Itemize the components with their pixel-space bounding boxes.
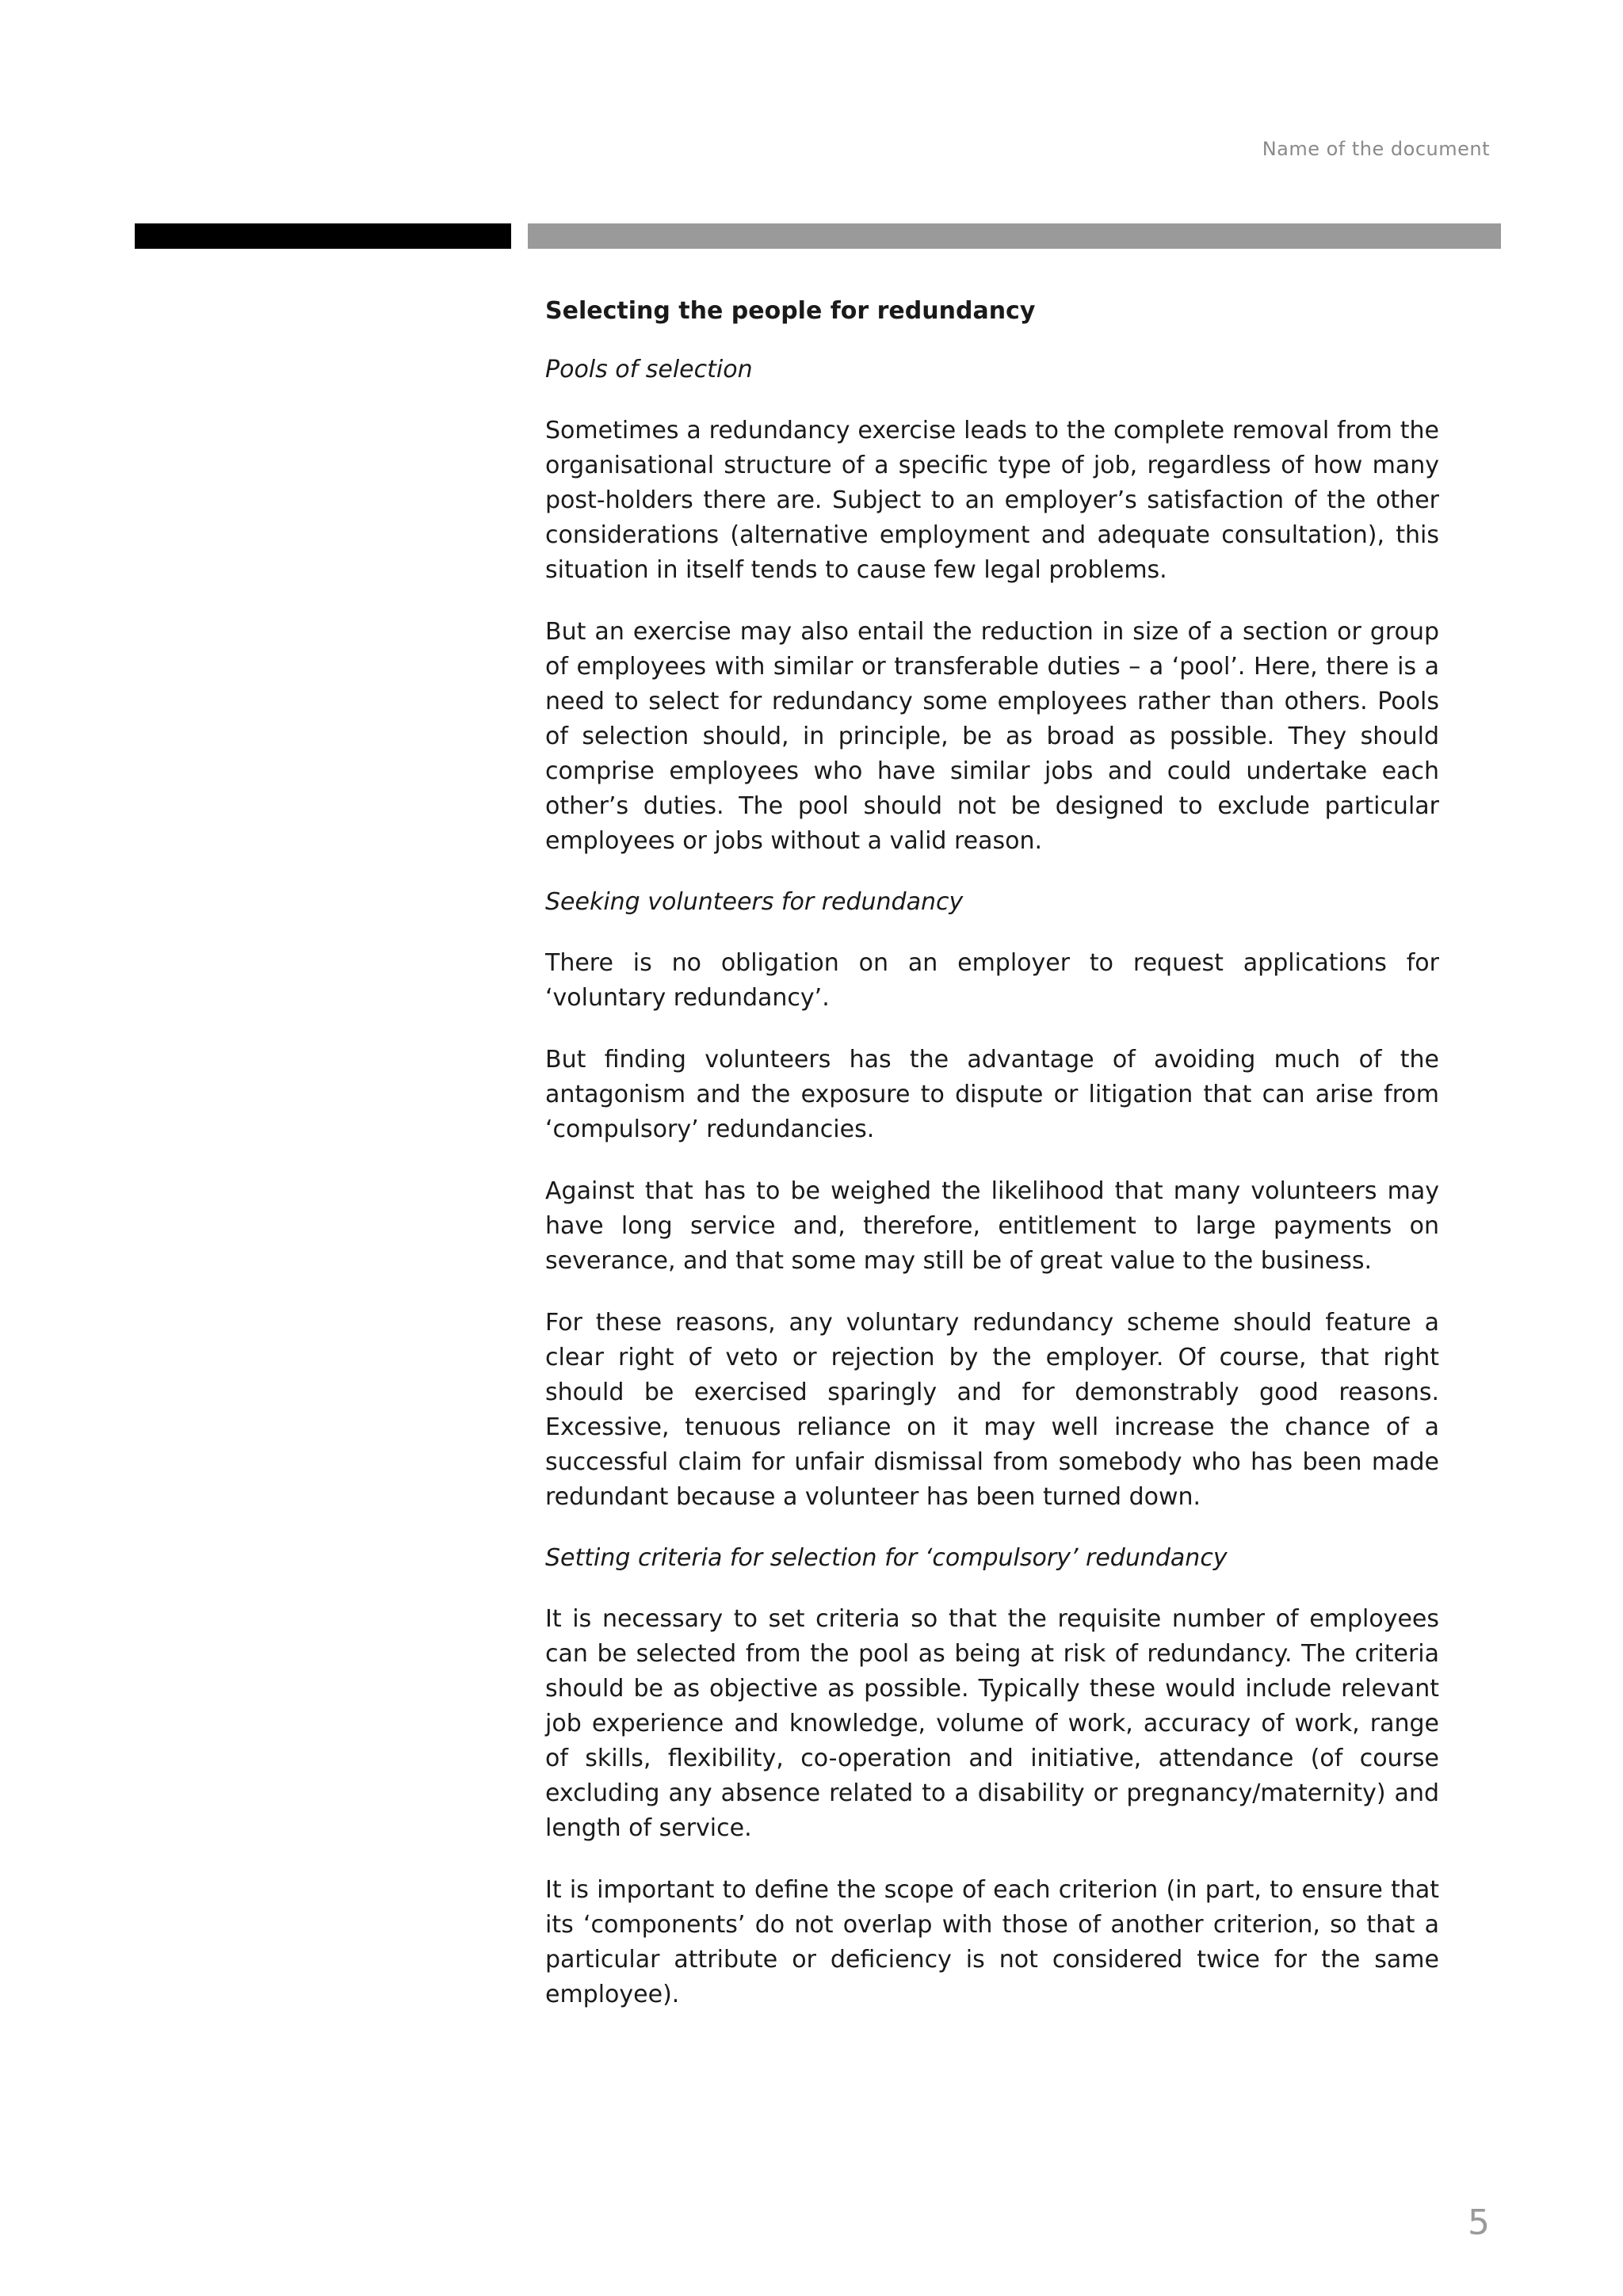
- paragraph: For these reasons, any voluntary redundancy scheme should feature a clear right of veto or rejection by the employer. Of course, that right should be exercised sparingly and for demonstrably good reasons. Excessive, tenuous reliance on it may well increase the chance of a successful claim for unfair dismissal from somebody who has been made redundant because a volunteer has been turned down.: [545, 1309, 1439, 1511]
- header-bar-grey: [528, 223, 1501, 249]
- document-name-header: Name of the document: [1262, 138, 1490, 160]
- paragraph: But finding volunteers has the advantage of avoiding much of the antagonism and the exposure to dispute or litigation that can arise from ‘compulsory’ redundancies.: [545, 1046, 1439, 1143]
- paragraph: Sometimes a redundancy exercise leads to the complete removal from the organisational structure of a specific type of job, regardless of how many post-holders there are. Subject to an employer’s satisfaction of the other considerations (alternative employment and adequate consultation), this situation in itself tends to cause few legal problems.: [545, 417, 1439, 584]
- page-number: 5: [1468, 2203, 1490, 2243]
- subheading-setting-criteria: Setting criteria for selection for ‘compulsory’ redundancy: [545, 1544, 1228, 1572]
- paragraph: It is necessary to set criteria so that the requisite number of employees can be selected from the pool as being at risk of redundancy. The criteria should be as objective as possible. Typically these would include relevant job experience and knowledge, volume of work, accuracy of work, range of skills, flexibility, co-operation and initiative, attendance (of course excluding any absence related to a disability or pregnancy/maternity) and length of service.: [545, 1605, 1439, 1842]
- header-bar-black: [135, 223, 511, 249]
- section-heading: Selecting the people for redundancy: [545, 297, 1036, 325]
- subheading-seeking-volunteers: Seeking volunteers for redundancy: [545, 888, 964, 916]
- paragraph: It is important to define the scope of each criterion (in part, to ensure that its ‘components’ do not overlap with those of another criterion, so that a particular attribute or deficiency is not considered twice for the same employee).: [545, 1876, 1439, 2008]
- paragraph: Against that has to be weighed the likelihood that many volunteers may have long service and, therefore, entitlement to large payments on severance, and that some may still be of great value to the business.: [545, 1177, 1439, 1275]
- paragraph: There is no obligation on an employer to request applications for ‘voluntary redundancy’.: [545, 949, 1439, 1012]
- subheading-pools-of-selection: Pools of selection: [545, 356, 753, 383]
- paragraph: But an exercise may also entail the reduction in size of a section or group of employees with similar or transferable duties – a ‘pool’. Here, there is a need to select for redundancy some employees rather than others. Pools of selection should, in principle, be as broad as possible. They should comprise employees who have similar jobs and could undertake each other’s duties. The pool should not be designed to exclude particular employees or jobs without a valid reason.: [545, 618, 1439, 855]
- document-body: [545, 295, 1439, 2039]
